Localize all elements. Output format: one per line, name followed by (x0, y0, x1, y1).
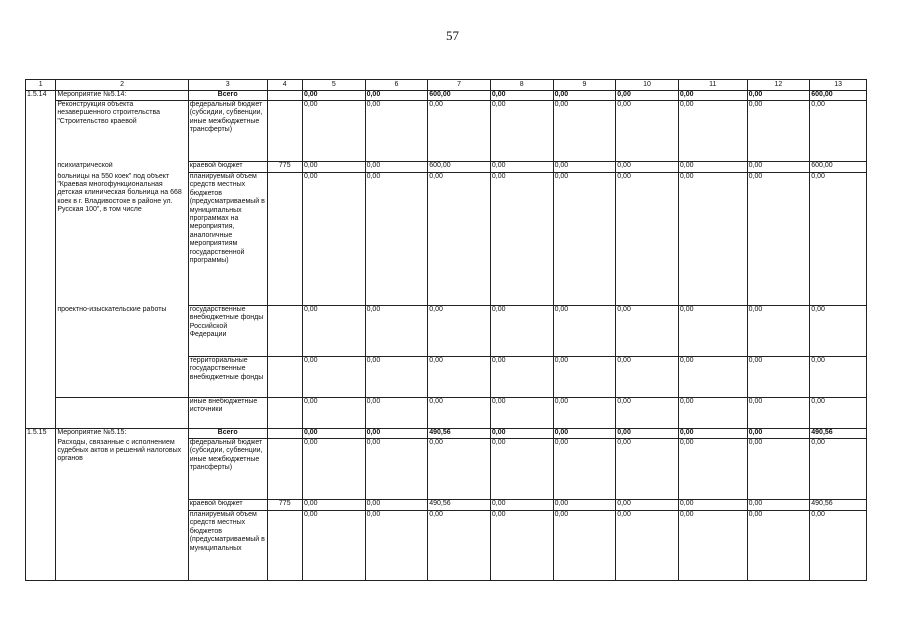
value-cell: 0,00 (678, 500, 747, 511)
value-cell: 0,00 (747, 162, 810, 173)
grbs-cell (267, 511, 302, 581)
value-cell: 0,00 (490, 91, 553, 101)
value-cell: 0,00 (810, 306, 867, 357)
funding-source-cell: Всего (188, 91, 267, 101)
code-cell: 1.5.14 (26, 91, 56, 101)
code-cell: 1.5.15 (26, 429, 56, 439)
value-cell: 0,00 (365, 398, 428, 429)
value-cell: 0,00 (678, 398, 747, 429)
page-number: 57 (446, 28, 459, 43)
grbs-cell (267, 398, 302, 429)
value-cell: 0,00 (553, 511, 616, 581)
value-cell: 0,00 (490, 429, 553, 439)
value-cell: 0,00 (553, 398, 616, 429)
grbs-cell (267, 101, 302, 162)
header-cell: 12 (747, 80, 810, 91)
value-cell: 0,00 (302, 398, 365, 429)
value-cell: 490,56 (428, 429, 491, 439)
header-cell: 9 (553, 80, 616, 91)
measure-cell: Мероприятие №5.15: (56, 429, 188, 439)
funding-source-cell: планируемый объем средств местных бюджетов (предусматриваемый в муниципальных программах на мероприятия, аналогичные мероприятиям государственной программы) (188, 173, 267, 306)
funding-source-cell: федеральный бюджет (субсидии, субвенции, иные межбюджетные трансферты) (188, 101, 267, 162)
value-cell: 0,00 (810, 101, 867, 162)
budget-table (25, 79, 867, 581)
funding-source-cell: Всего (188, 429, 267, 439)
value-cell: 0,00 (553, 439, 616, 500)
value-cell: 0,00 (553, 162, 616, 173)
value-cell: 0,00 (678, 357, 747, 398)
value-cell: 0,00 (616, 429, 679, 439)
value-cell: 490,56 (810, 500, 867, 511)
value-cell: 0,00 (490, 500, 553, 511)
header-cell: 11 (678, 80, 747, 91)
value-cell: 0,00 (428, 439, 491, 500)
value-cell: 0,00 (490, 173, 553, 306)
code-cell (26, 173, 56, 306)
table-row (26, 357, 867, 398)
value-cell: 0,00 (302, 357, 365, 398)
funding-source-cell: планируемый объем средств местных бюджетов (предусматриваемый в муниципальных (188, 511, 267, 581)
table-row (26, 306, 867, 357)
grbs-cell (267, 306, 302, 357)
value-cell: 490,56 (810, 429, 867, 439)
value-cell: 600,00 (428, 91, 491, 101)
table-row (26, 162, 867, 173)
measure-cell: психиатрической (56, 162, 188, 173)
value-cell: 0,00 (553, 357, 616, 398)
code-cell (26, 162, 56, 173)
header-cell: 2 (56, 80, 188, 91)
value-cell: 0,00 (678, 173, 747, 306)
value-cell: 0,00 (428, 101, 491, 162)
funding-source-cell: иные внебюджетные источники (188, 398, 267, 429)
value-cell: 0,00 (747, 306, 810, 357)
table-row (26, 91, 867, 101)
value-cell: 0,00 (302, 91, 365, 101)
value-cell: 600,00 (810, 162, 867, 173)
value-cell: 0,00 (428, 173, 491, 306)
measure-cell (56, 511, 188, 581)
table-row (26, 500, 867, 511)
table-header-row (26, 80, 867, 91)
grbs-cell (267, 91, 302, 101)
header-cell: 10 (616, 80, 679, 91)
value-cell: 0,00 (428, 306, 491, 357)
value-cell: 0,00 (302, 429, 365, 439)
value-cell: 0,00 (365, 91, 428, 101)
grbs-cell: 775 (267, 162, 302, 173)
code-cell (26, 357, 56, 398)
header-cell: 4 (267, 80, 302, 91)
value-cell: 0,00 (490, 101, 553, 162)
measure-cell: больницы на 550 коек" под объект "Краевая многофункциональная детская клиническая больница на 668 коек в г. Владивостоке в районе ул. Русская 100", в том числе (56, 173, 188, 306)
measure-cell (56, 500, 188, 511)
value-cell: 0,00 (428, 511, 491, 581)
table-row (26, 439, 867, 500)
value-cell: 0,00 (616, 306, 679, 357)
value-cell: 0,00 (678, 439, 747, 500)
measure-cell: Расходы, связанные с исполнением судебных актов и решений налоговых органов (56, 439, 188, 500)
value-cell: 0,00 (810, 439, 867, 500)
funding-source-cell: территориальные государственные внебюджетные фонды (188, 357, 267, 398)
value-cell: 0,00 (747, 398, 810, 429)
header-cell: 7 (428, 80, 491, 91)
value-cell: 0,00 (616, 101, 679, 162)
value-cell: 0,00 (810, 511, 867, 581)
funding-source-cell: краевой бюджет (188, 162, 267, 173)
value-cell: 0,00 (490, 439, 553, 500)
header-cell: 3 (188, 80, 267, 91)
value-cell: 0,00 (490, 398, 553, 429)
value-cell: 0,00 (365, 429, 428, 439)
value-cell: 490,56 (428, 500, 491, 511)
value-cell: 0,00 (302, 511, 365, 581)
value-cell: 600,00 (810, 91, 867, 101)
value-cell: 0,00 (365, 500, 428, 511)
value-cell: 0,00 (810, 357, 867, 398)
value-cell: 0,00 (678, 91, 747, 101)
value-cell: 0,00 (616, 439, 679, 500)
value-cell: 0,00 (678, 101, 747, 162)
header-cell: 6 (365, 80, 428, 91)
funding-source-cell: краевой бюджет (188, 500, 267, 511)
value-cell: 0,00 (678, 511, 747, 581)
value-cell: 0,00 (747, 511, 810, 581)
value-cell: 0,00 (616, 357, 679, 398)
value-cell: 0,00 (302, 162, 365, 173)
value-cell: 0,00 (302, 101, 365, 162)
value-cell: 0,00 (678, 306, 747, 357)
grbs-cell (267, 439, 302, 500)
code-cell (26, 439, 56, 500)
value-cell: 0,00 (553, 500, 616, 511)
value-cell: 0,00 (365, 306, 428, 357)
header-cell: 8 (490, 80, 553, 91)
grbs-cell: 775 (267, 500, 302, 511)
value-cell: 0,00 (747, 91, 810, 101)
header-cell: 5 (302, 80, 365, 91)
grbs-cell (267, 173, 302, 306)
value-cell: 0,00 (365, 439, 428, 500)
value-cell: 0,00 (553, 306, 616, 357)
funding-source-cell: федеральный бюджет (субсидии, субвенции, иные межбюджетные трансферты) (188, 439, 267, 500)
value-cell: 0,00 (428, 357, 491, 398)
value-cell: 0,00 (747, 439, 810, 500)
value-cell: 0,00 (428, 398, 491, 429)
code-cell (26, 398, 56, 429)
table-row (26, 511, 867, 581)
grbs-cell (267, 429, 302, 439)
value-cell: 0,00 (490, 162, 553, 173)
value-cell: 0,00 (747, 357, 810, 398)
value-cell: 0,00 (302, 439, 365, 500)
value-cell: 0,00 (747, 173, 810, 306)
measure-cell: Мероприятие №5.14: (56, 91, 188, 101)
value-cell: 0,00 (553, 101, 616, 162)
value-cell: 0,00 (553, 91, 616, 101)
value-cell: 0,00 (365, 511, 428, 581)
code-cell (26, 511, 56, 581)
value-cell: 0,00 (678, 162, 747, 173)
value-cell: 0,00 (747, 101, 810, 162)
value-cell: 0,00 (616, 500, 679, 511)
value-cell: 0,00 (616, 173, 679, 306)
measure-cell (56, 357, 188, 398)
table-row (26, 398, 867, 429)
value-cell: 600,00 (428, 162, 491, 173)
value-cell: 0,00 (553, 429, 616, 439)
value-cell: 0,00 (302, 173, 365, 306)
measure-cell: Реконструкция объекта незавершенного строительства "Строительство краевой (56, 101, 188, 162)
value-cell: 0,00 (365, 357, 428, 398)
table-row (26, 173, 867, 306)
value-cell: 0,00 (616, 91, 679, 101)
measure-cell: проектно-изыскательские работы (56, 306, 188, 357)
code-cell (26, 101, 56, 162)
value-cell: 0,00 (616, 511, 679, 581)
value-cell: 0,00 (616, 162, 679, 173)
value-cell: 0,00 (365, 162, 428, 173)
code-cell (26, 500, 56, 511)
grbs-cell (267, 357, 302, 398)
value-cell: 0,00 (616, 398, 679, 429)
header-cell: 1 (26, 80, 56, 91)
header-cell: 13 (810, 80, 867, 91)
value-cell: 0,00 (678, 429, 747, 439)
value-cell: 0,00 (747, 429, 810, 439)
value-cell: 0,00 (302, 306, 365, 357)
value-cell: 0,00 (747, 500, 810, 511)
value-cell: 0,00 (810, 398, 867, 429)
table-row (26, 429, 867, 439)
value-cell: 0,00 (490, 511, 553, 581)
value-cell: 0,00 (365, 101, 428, 162)
table-row (26, 101, 867, 162)
value-cell: 0,00 (553, 173, 616, 306)
value-cell: 0,00 (490, 306, 553, 357)
code-cell (26, 306, 56, 357)
value-cell: 0,00 (365, 173, 428, 306)
funding-source-cell: государственные внебюджетные фонды Российской Федерации (188, 306, 267, 357)
value-cell: 0,00 (302, 500, 365, 511)
value-cell: 0,00 (490, 357, 553, 398)
measure-cell (56, 398, 188, 429)
value-cell: 0,00 (810, 173, 867, 306)
